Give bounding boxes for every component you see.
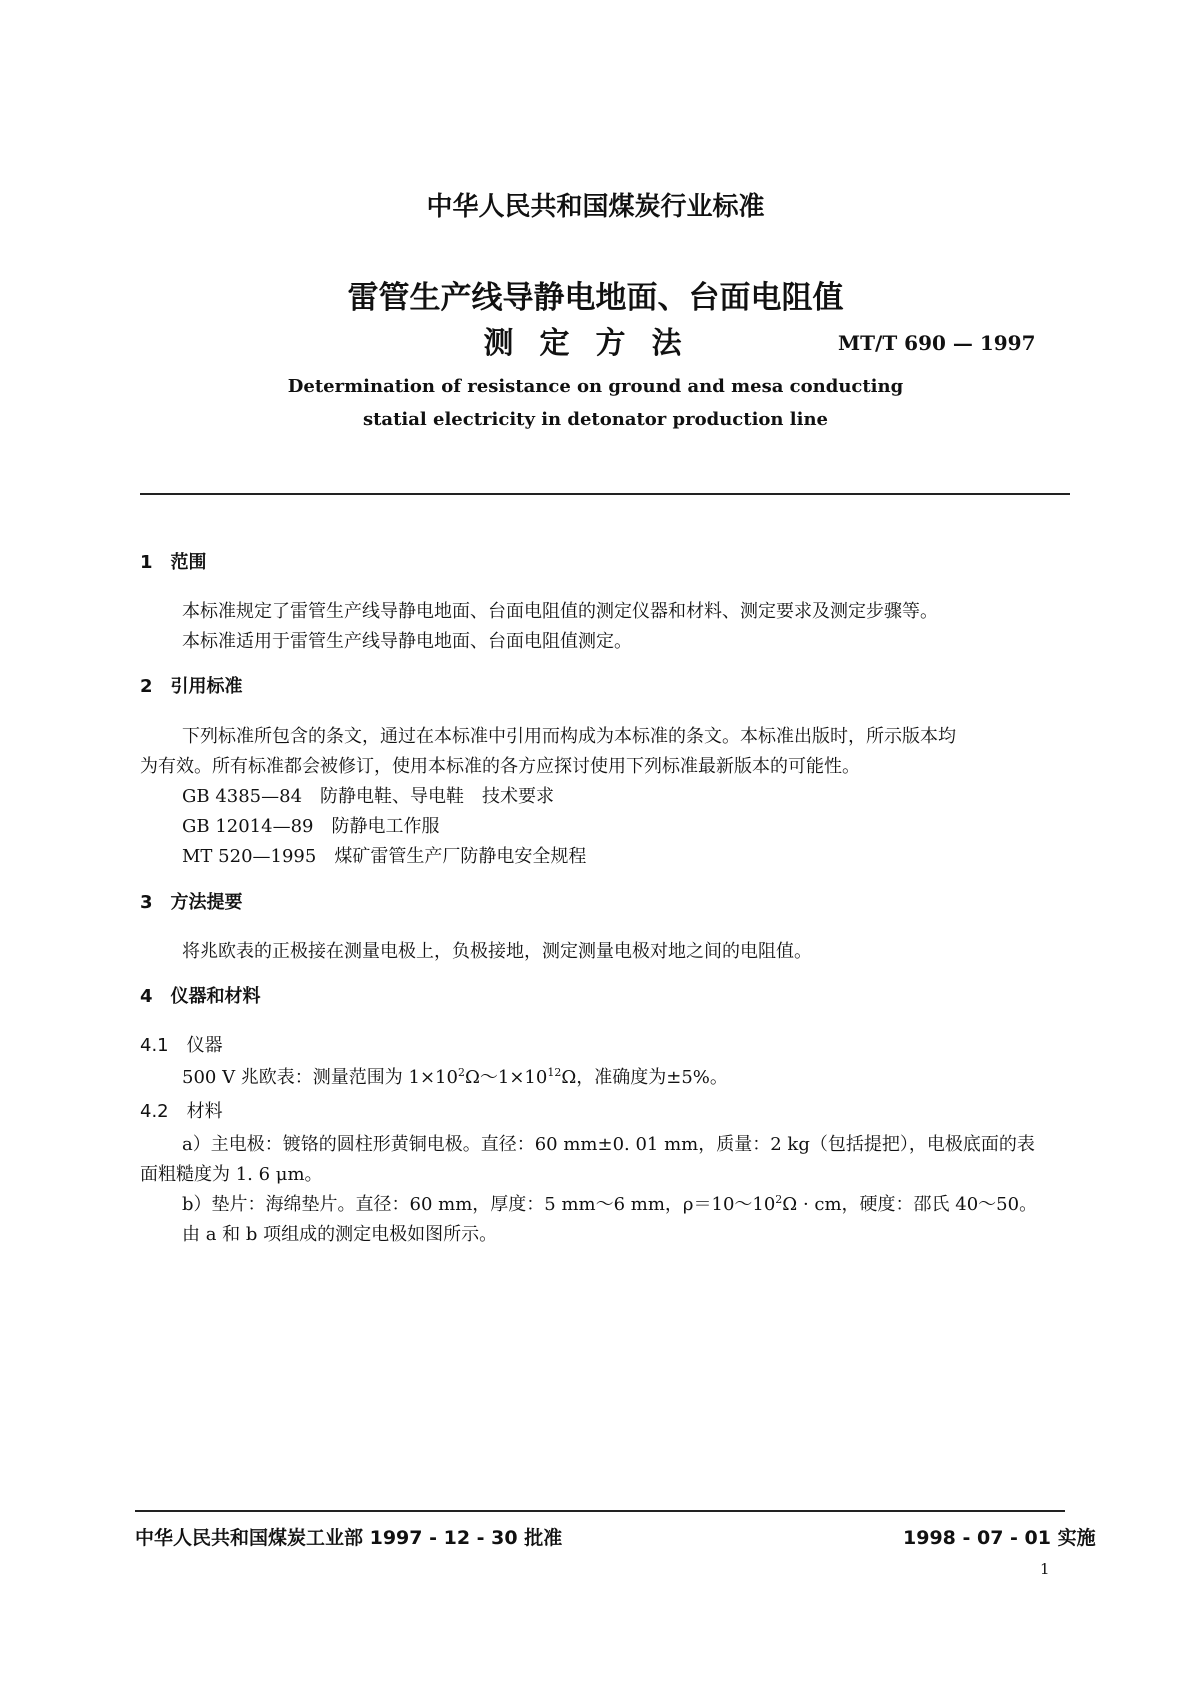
- standard-code: MT/T 690 — 1997: [838, 331, 1036, 355]
- material-b-text: b）垫片：海绵垫片。直径：60 mm，厚度：5 mm～6 mm，ρ＝10～10: [182, 1194, 776, 1215]
- section-1-paragraph-2: 本标准适用于雷管生产线导静电地面、台面电阻值测定。: [182, 631, 632, 652]
- reference-item: [182, 812, 440, 838]
- section-2-heading: 2 引用标准: [140, 676, 243, 697]
- reference-code: GB 4385—84: [182, 786, 303, 807]
- section-1-paragraph-1: 本标准规定了雷管生产线导静电地面、台面电阻值的测定仪器和材料、测定要求及测定步骤等。: [182, 601, 938, 622]
- instrument-spec-text: 500 V 兆欧表：测量范围为 1×10: [182, 1067, 458, 1088]
- exponent: 2: [775, 1193, 783, 1206]
- issuing-body-title: 中华人民共和国煤炭行业标准: [426, 192, 765, 222]
- material-a-line1: a）主电极：镀铬的圆柱形黄铜电极。直径：60 mm±0. 01 mm，质量：2 kg（包括提把），电极底面的表: [182, 1134, 1035, 1155]
- material-note: 由 a 和 b 项组成的测定电极如图所示。: [182, 1224, 498, 1245]
- exponent: 2: [457, 1066, 465, 1079]
- exponent: 12: [547, 1066, 562, 1079]
- section-1-heading: 1 范围: [140, 552, 207, 573]
- reference-title: 防静电鞋、导电鞋 技术要求: [320, 786, 555, 807]
- standard-title-line2: 测定方法: [483, 326, 708, 361]
- standard-title-line1: 雷管生产线导静电地面、台面电阻值: [347, 280, 844, 316]
- reference-code: MT 520—1995: [182, 846, 317, 867]
- reference-title: 防静电工作服: [331, 816, 440, 837]
- section-2-paragraph-line2: 为有效。所有标准都会被修订，使用本标准的各方应探讨使用下列标准最新版本的可能性。: [140, 756, 860, 777]
- header-divider: [140, 493, 1070, 495]
- material-b-text: Ω · cm，硬度：邵氏 40～50。: [782, 1194, 1038, 1215]
- section-3-heading: 3 方法提要: [140, 892, 243, 913]
- section-4-heading: 4 仪器和材料: [140, 986, 261, 1007]
- english-title-line2: statial electricity in detonator production line: [362, 409, 828, 430]
- english-title-line1: Determination of resistance on ground and mesa conducting: [287, 376, 904, 397]
- instrument-spec: [182, 1063, 728, 1089]
- page-number: 1: [1040, 1560, 1050, 1578]
- approval-line: 中华人民共和国煤炭工业部 1997 - 12 - 30 批准: [135, 1527, 563, 1549]
- effective-date: 1998 - 07 - 01 实施: [903, 1527, 1096, 1549]
- reference-title: 煤矿雷管生产厂防静电安全规程: [334, 846, 587, 867]
- footer-divider: [135, 1510, 1065, 1512]
- material-a-line2: 面粗糙度为 1. 6 μm。: [140, 1164, 323, 1185]
- section-4-1-heading: 4.1 仪器: [140, 1035, 223, 1056]
- reference-item: [182, 782, 554, 808]
- section-2-paragraph-line1: 下列标准所包含的条文，通过在本标准中引用而构成为本标准的条文。本标准出版时，所示版本均: [182, 726, 956, 747]
- instrument-spec-text: Ω～1×10: [464, 1067, 548, 1088]
- material-b: [182, 1190, 1037, 1216]
- reference-item: [182, 842, 586, 868]
- section-4-2-heading: 4.2 材料: [140, 1101, 223, 1122]
- section-3-paragraph: 将兆欧表的正极接在测量电极上，负极接地，测定测量电极对地之间的电阻值。: [182, 941, 812, 962]
- reference-code: GB 12014—89: [182, 816, 314, 837]
- instrument-spec-text: Ω，准确度为±5%。: [561, 1067, 728, 1088]
